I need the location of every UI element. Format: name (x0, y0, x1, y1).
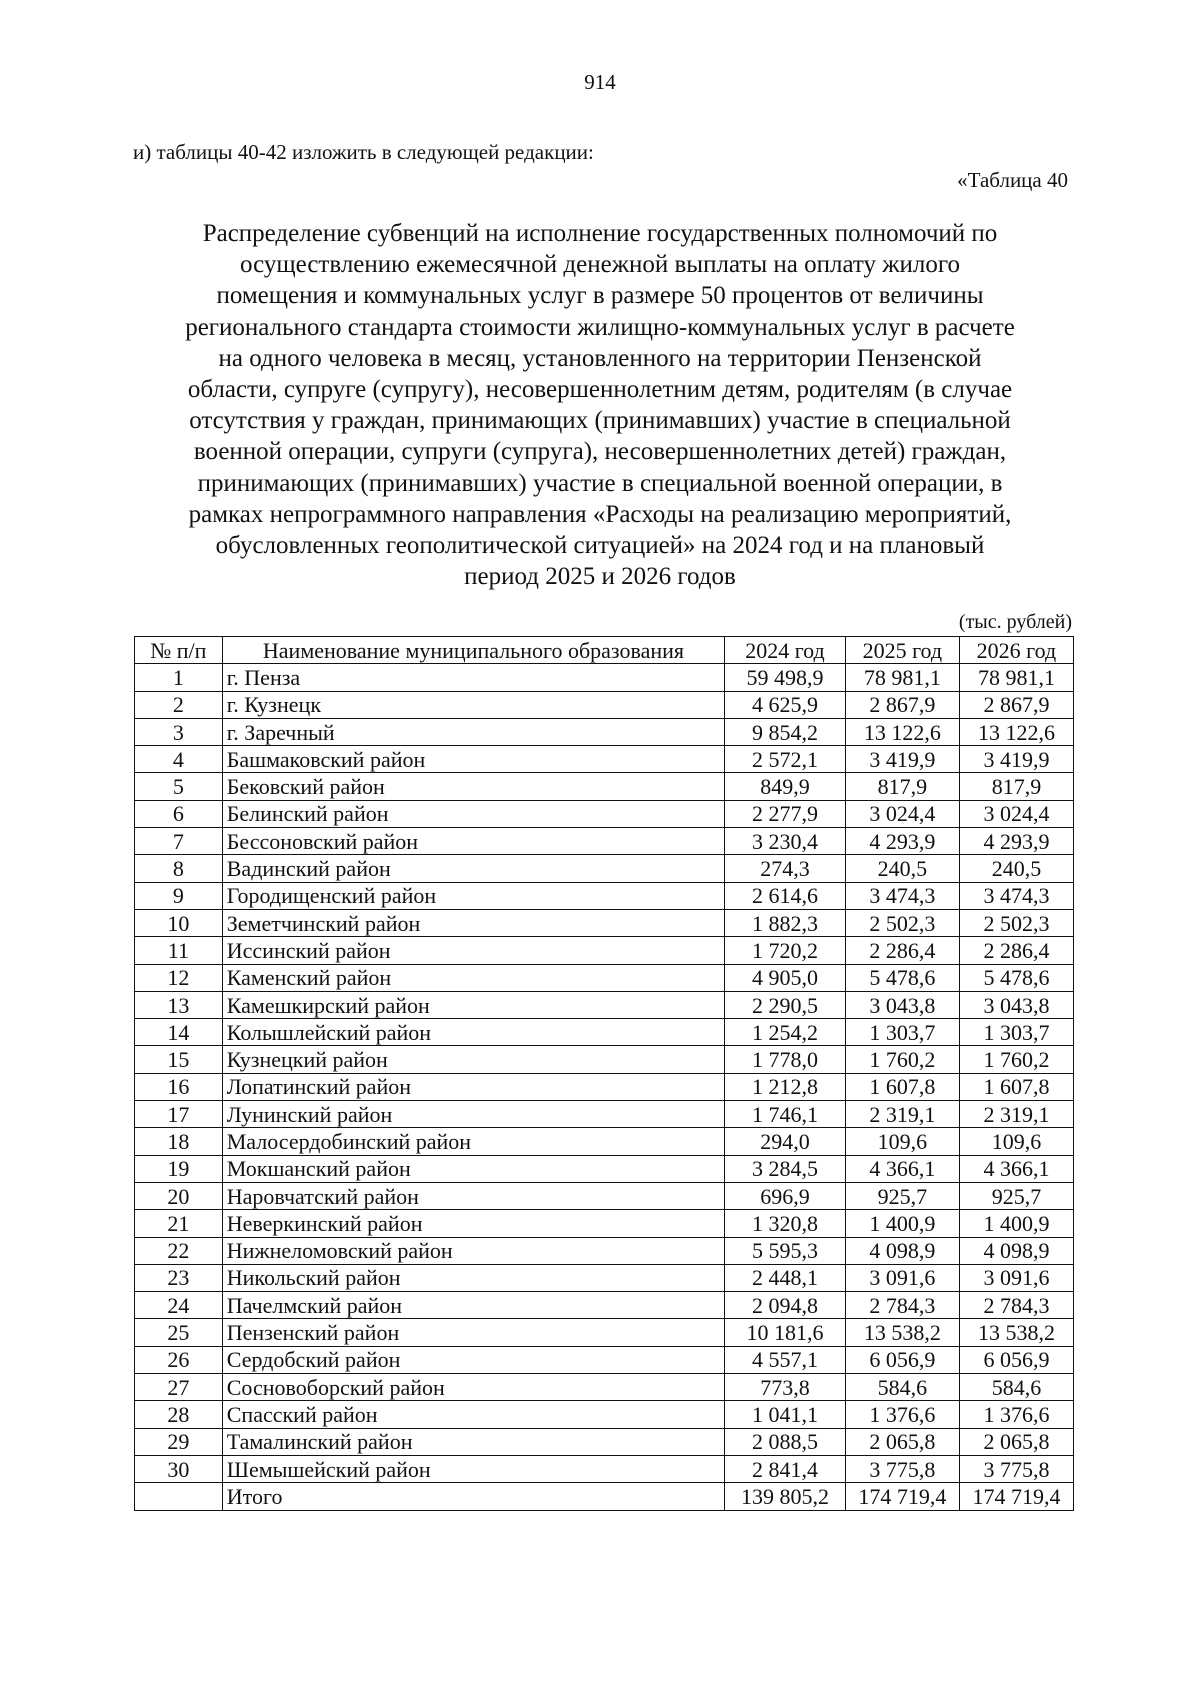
table-row (135, 991, 1074, 1018)
value-2026: 3 775,8 (959, 1455, 1073, 1482)
table-row (135, 1374, 1074, 1401)
page-number: 914 (584, 70, 616, 94)
value-2026: 817,9 (959, 773, 1073, 800)
title-line: обусловленных геополитической ситуацией» на 2024 год и на плановый (215, 532, 985, 560)
table-row (135, 718, 1074, 745)
row-number: 24 (135, 1292, 223, 1319)
table-row (135, 1073, 1074, 1100)
table-row (135, 691, 1074, 718)
value-2025: 174 719,4 (845, 1483, 959, 1510)
row-number: 17 (135, 1101, 223, 1128)
table-row (135, 1237, 1074, 1264)
value-2024: 2 290,5 (725, 991, 846, 1018)
table-row (135, 828, 1074, 855)
municipality-name: Колышлейский район (222, 1019, 724, 1046)
table-row (135, 1046, 1074, 1073)
municipality-name: Сердобский район (222, 1346, 724, 1373)
value-2025: 3 419,9 (845, 746, 959, 773)
value-2024: 4 625,9 (725, 691, 846, 718)
value-2026: 2 286,4 (959, 937, 1073, 964)
title-line: период 2025 и 2026 годов (464, 563, 736, 591)
value-2025: 3 775,8 (845, 1455, 959, 1482)
value-2026: 1 376,6 (959, 1401, 1073, 1428)
title-line: на одного человека в месяц, установленного на территории Пензенской (218, 344, 982, 372)
value-2026: 13 538,2 (959, 1319, 1073, 1346)
table-row (135, 909, 1074, 936)
municipality-name: Шемышейский район (222, 1455, 724, 1482)
municipality-name: Вадинский район (222, 855, 724, 882)
value-2025: 6 056,9 (845, 1346, 959, 1373)
header-2026: 2026 год (959, 637, 1073, 664)
table-row (135, 855, 1074, 882)
table-row (135, 1292, 1074, 1319)
table-row (135, 1455, 1074, 1482)
value-2025: 240,5 (845, 855, 959, 882)
row-number: 4 (135, 746, 223, 773)
table-reference: «Таблица 40 (957, 168, 1068, 192)
value-2026: 2 065,8 (959, 1428, 1073, 1455)
table-row (135, 1319, 1074, 1346)
row-number: 20 (135, 1182, 223, 1209)
row-number: 21 (135, 1210, 223, 1237)
municipality-name: Иссинский район (222, 937, 724, 964)
table-row (135, 1101, 1074, 1128)
value-2026: 6 056,9 (959, 1346, 1073, 1373)
municipality-name: г. Кузнецк (222, 691, 724, 718)
table-row (135, 800, 1074, 827)
table-row (135, 773, 1074, 800)
value-2026: 3 043,8 (959, 991, 1073, 1018)
table-row (135, 1019, 1074, 1046)
value-2025: 1 760,2 (845, 1046, 959, 1073)
municipality-name: Лунинский район (222, 1101, 724, 1128)
municipality-name: Тамалинский район (222, 1428, 724, 1455)
municipality-name: Земетчинский район (222, 909, 724, 936)
value-2025: 4 293,9 (845, 828, 959, 855)
table-row (135, 882, 1074, 909)
municipality-name: Малосердобинский район (222, 1128, 724, 1155)
value-2026: 78 981,1 (959, 664, 1073, 691)
municipality-name: Бековский район (222, 773, 724, 800)
municipality-name: Неверкинский район (222, 1210, 724, 1237)
value-2026: 1 400,9 (959, 1210, 1073, 1237)
value-2025: 584,6 (845, 1374, 959, 1401)
table-row (135, 1401, 1074, 1428)
title-line: принимающих (принимавших) участие в специальной военной операции, в (197, 469, 1003, 497)
municipality-name: Пензенский район (222, 1319, 724, 1346)
value-2024: 696,9 (725, 1182, 846, 1209)
title-line: области, супруге (супругу), несовершеннолетним детям, родителям (в случае (187, 376, 1013, 404)
header-2025: 2025 год (845, 637, 959, 664)
row-number: 7 (135, 828, 223, 855)
row-number: 10 (135, 909, 223, 936)
value-2024: 2 277,9 (725, 800, 846, 827)
table-title (130, 218, 1070, 592)
row-number: 30 (135, 1455, 223, 1482)
table-row (135, 1155, 1074, 1182)
value-2024: 2 841,4 (725, 1455, 846, 1482)
value-2025: 3 091,6 (845, 1264, 959, 1291)
row-number: 8 (135, 855, 223, 882)
value-2024: 2 572,1 (725, 746, 846, 773)
row-number: 27 (135, 1374, 223, 1401)
value-2024: 1 778,0 (725, 1046, 846, 1073)
municipality-name: Нижнеломовский район (222, 1237, 724, 1264)
row-number (135, 1483, 223, 1510)
title-line: помещения и коммунальных услуг в размере 50 процентов от величины (216, 282, 984, 310)
value-2026: 4 098,9 (959, 1237, 1073, 1264)
table-row (135, 964, 1074, 991)
value-2026: 925,7 (959, 1182, 1073, 1209)
municipality-name: г. Заречный (222, 718, 724, 745)
table-row (135, 1428, 1074, 1455)
row-number: 13 (135, 991, 223, 1018)
row-number: 18 (135, 1128, 223, 1155)
table-row (135, 937, 1074, 964)
value-2025: 78 981,1 (845, 664, 959, 691)
municipality-name: Пачелмский район (222, 1292, 724, 1319)
row-number: 19 (135, 1155, 223, 1182)
value-2024: 5 595,3 (725, 1237, 846, 1264)
municipality-name: Каменский район (222, 964, 724, 991)
value-2024: 1 882,3 (725, 909, 846, 936)
row-number: 12 (135, 964, 223, 991)
row-number: 6 (135, 800, 223, 827)
value-2026: 2 867,9 (959, 691, 1073, 718)
value-2024: 3 284,5 (725, 1155, 846, 1182)
municipality-name: Итого (222, 1483, 724, 1510)
value-2026: 13 122,6 (959, 718, 1073, 745)
value-2024: 2 448,1 (725, 1264, 846, 1291)
value-2024: 139 805,2 (725, 1483, 846, 1510)
value-2024: 1 320,8 (725, 1210, 846, 1237)
value-2026: 3 474,3 (959, 882, 1073, 909)
table-row (135, 1182, 1074, 1209)
row-number: 23 (135, 1264, 223, 1291)
value-2025: 2 867,9 (845, 691, 959, 718)
value-2024: 1 212,8 (725, 1073, 846, 1100)
value-2026: 4 366,1 (959, 1155, 1073, 1182)
value-2025: 13 122,6 (845, 718, 959, 745)
header-municipality: Наименование муниципального образования (222, 637, 724, 664)
value-2025: 4 366,1 (845, 1155, 959, 1182)
value-2024: 4 557,1 (725, 1346, 846, 1373)
table-row (135, 1210, 1074, 1237)
table-row (135, 1264, 1074, 1291)
row-number: 5 (135, 773, 223, 800)
value-2026: 1 303,7 (959, 1019, 1073, 1046)
row-number: 1 (135, 664, 223, 691)
value-2025: 2 286,4 (845, 937, 959, 964)
municipality-name: Башмаковский район (222, 746, 724, 773)
municipality-name: Спасский район (222, 1401, 724, 1428)
value-2026: 1 607,8 (959, 1073, 1073, 1100)
value-2025: 1 400,9 (845, 1210, 959, 1237)
value-2025: 3 024,4 (845, 800, 959, 827)
value-2025: 3 474,3 (845, 882, 959, 909)
row-number: 26 (135, 1346, 223, 1373)
value-2024: 849,9 (725, 773, 846, 800)
value-2024: 9 854,2 (725, 718, 846, 745)
title-line: рамках непрограммного направления «Расходы на реализацию мероприятий, (188, 500, 1012, 528)
header-number: № п/п (135, 637, 223, 664)
row-number: 16 (135, 1073, 223, 1100)
row-number: 22 (135, 1237, 223, 1264)
value-2025: 1 303,7 (845, 1019, 959, 1046)
value-2024: 10 181,6 (725, 1319, 846, 1346)
value-2024: 294,0 (725, 1128, 846, 1155)
value-2024: 1 254,2 (725, 1019, 846, 1046)
value-2026: 1 760,2 (959, 1046, 1073, 1073)
row-number: 15 (135, 1046, 223, 1073)
value-2025: 817,9 (845, 773, 959, 800)
title-line: Распределение субвенций на исполнение государственных полномочий по (202, 220, 998, 247)
municipality-name: Бессоновский район (222, 828, 724, 855)
table-row (135, 1346, 1074, 1373)
table-row (135, 1128, 1074, 1155)
municipality-name: Городищенский район (222, 882, 724, 909)
value-2024: 2 094,8 (725, 1292, 846, 1319)
municipality-name: Камешкирский район (222, 991, 724, 1018)
municipality-name: г. Пенза (222, 664, 724, 691)
units-label: (тыс. рублей) (958, 611, 1072, 633)
title-line: отсутствия у граждан, принимающих (принимавших) участие в специальной (189, 407, 1011, 435)
row-number: 25 (135, 1319, 223, 1346)
value-2024: 1 746,1 (725, 1101, 846, 1128)
value-2026: 5 478,6 (959, 964, 1073, 991)
value-2025: 2 065,8 (845, 1428, 959, 1455)
value-2026: 2 784,3 (959, 1292, 1073, 1319)
value-2024: 274,3 (725, 855, 846, 882)
value-2026: 2 502,3 (959, 909, 1073, 936)
municipality-name: Наровчатский район (222, 1182, 724, 1209)
value-2025: 2 319,1 (845, 1101, 959, 1128)
value-2024: 3 230,4 (725, 828, 846, 855)
table-header-row (135, 637, 1074, 664)
municipality-name: Лопатинский район (222, 1073, 724, 1100)
title-line: регионального стандарта стоимости жилищно-коммунальных услуг в расчете (185, 313, 1015, 341)
value-2026: 584,6 (959, 1374, 1073, 1401)
value-2024: 1 720,2 (725, 937, 846, 964)
value-2025: 5 478,6 (845, 964, 959, 991)
value-2026: 240,5 (959, 855, 1073, 882)
value-2024: 2 088,5 (725, 1428, 846, 1455)
amendment-intro: и) таблицы 40-42 изложить в следующей редакции: (133, 140, 594, 164)
value-2024: 773,8 (725, 1374, 846, 1401)
subvention-table (134, 636, 1074, 1511)
value-2025: 2 784,3 (845, 1292, 959, 1319)
value-2025: 13 538,2 (845, 1319, 959, 1346)
row-number: 28 (135, 1401, 223, 1428)
value-2025: 1 376,6 (845, 1401, 959, 1428)
municipality-name: Белинский район (222, 800, 724, 827)
value-2026: 4 293,9 (959, 828, 1073, 855)
row-number: 29 (135, 1428, 223, 1455)
row-number: 2 (135, 691, 223, 718)
value-2024: 4 905,0 (725, 964, 846, 991)
municipality-name: Кузнецкий район (222, 1046, 724, 1073)
header-2024: 2024 год (725, 637, 846, 664)
row-number: 14 (135, 1019, 223, 1046)
value-2026: 3 091,6 (959, 1264, 1073, 1291)
value-2026: 3 024,4 (959, 800, 1073, 827)
title-line: военной операции, супруги (супруга), несовершеннолетних детей) граждан, (193, 438, 1007, 466)
value-2024: 2 614,6 (725, 882, 846, 909)
value-2026: 174 719,4 (959, 1483, 1073, 1510)
value-2025: 3 043,8 (845, 991, 959, 1018)
value-2024: 59 498,9 (725, 664, 846, 691)
value-2025: 925,7 (845, 1182, 959, 1209)
value-2025: 2 502,3 (845, 909, 959, 936)
municipality-name: Никольский район (222, 1264, 724, 1291)
total-row (135, 1483, 1074, 1510)
value-2026: 2 319,1 (959, 1101, 1073, 1128)
municipality-name: Сосновоборский район (222, 1374, 724, 1401)
title-line: осуществлению ежемесячной денежной выплаты на оплату жилого (239, 251, 961, 279)
municipality-name: Мокшанский район (222, 1155, 724, 1182)
table-row (135, 746, 1074, 773)
value-2025: 4 098,9 (845, 1237, 959, 1264)
row-number: 3 (135, 718, 223, 745)
value-2025: 1 607,8 (845, 1073, 959, 1100)
table-row (135, 664, 1074, 691)
value-2024: 1 041,1 (725, 1401, 846, 1428)
row-number: 9 (135, 882, 223, 909)
row-number: 11 (135, 937, 223, 964)
value-2025: 109,6 (845, 1128, 959, 1155)
value-2026: 109,6 (959, 1128, 1073, 1155)
value-2026: 3 419,9 (959, 746, 1073, 773)
